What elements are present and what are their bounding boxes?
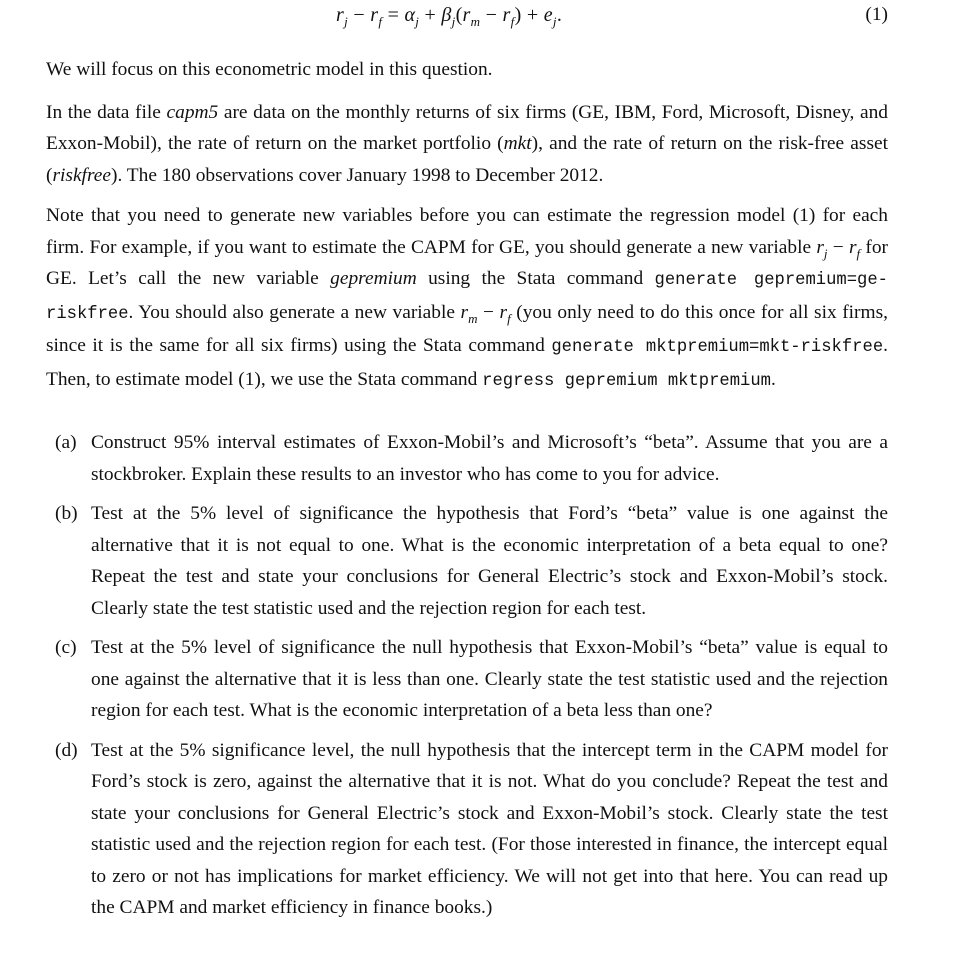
stata-command-generate-mktpremium: generate mktpremium=mkt-riskfree xyxy=(551,338,884,357)
capm-equation-row xyxy=(46,0,888,34)
part-label: (c) xyxy=(55,637,77,658)
question-part-d xyxy=(46,735,888,924)
question-parts-list xyxy=(46,427,888,924)
stata-command-regress: regress gepremium mktpremium xyxy=(482,371,771,391)
question-part-b xyxy=(46,498,888,624)
part-text: Test at the 5% significance level, the null hypothesis that the intercept term in the CAPM model for Ford’s stock is zero, against the alternative that it is not. What do you conclude? Repeat the test and state your conclusions for General Electric’s stock and Exxon-Mobil’s stock. Clearly state the test statistic used and the rejection region for each test. (For those interested in finance, the intercept equal to zero or not has implications for market efficiency. We will not get into that here. You can read up the CAPM and market efficiency in finance books.) xyxy=(91,739,888,918)
note-paragraph: Note that you need to generate new variables before you can estimate the regression model (1) for each firm. For example, if you want to estimate the CAPM for GE, you should generate a new variable $r_j - r_f$ for GE. Let’s call the new variable gepremium using the Stata command generate gepremium=ge-riskfree. You should also generate a new variable $r_m - r_f$ (you only need to do this once for all six firms, since it is the same for all six firms) using the Stata command generate mktpremium=mkt-riskfree. Then, to estimate model (1), we use the Stata command regress gepremium mktpremium. xyxy=(46,205,889,391)
question-part-a xyxy=(46,427,888,490)
data-file-name: capm5 xyxy=(166,101,219,123)
variable-name: gepremium xyxy=(330,268,417,289)
document-page xyxy=(46,0,888,932)
part-text: Construct 95% interval estimates of Exxon-Mobil’s and Microsoft’s “beta”. Assume that you are a stockbroker. Explain these results to an investor who has come to you for advice. xyxy=(91,432,888,485)
part-label: (b) xyxy=(55,503,78,524)
intro-paragraph: We will focus on this econometric model in this question. xyxy=(46,59,493,80)
part-text: Test at the 5% level of significance the hypothesis that Ford’s “beta” value is one against the alternative that it is not equal to one. What is the economic interpretation of a beta equal to one? Repeat the test and state your conclusions for General Electric’s stock and Exxon-Mobil’s stock. Clearly state the test statistic used and the rejection region for each test. xyxy=(91,503,888,619)
capm-equation: $r_j - r_f = \alpha_j + \beta_j(r_m - r_f) + e_j$. xyxy=(336,4,563,29)
question-part-c xyxy=(46,632,888,727)
part-label: (d) xyxy=(55,739,78,761)
part-text: Test at the 5% level of significance the null hypothesis that Exxon-Mobil’s “beta” value is equal to one against the alternative that it is less than one. Clearly state the test statistic used and the rejection region for each test. What is the economic interpretation of a beta less than one? xyxy=(91,637,888,721)
part-label: (a) xyxy=(55,432,77,453)
market-premium-expression: $r_m - r_f$ xyxy=(460,301,511,326)
data-paragraph: In the data file capm5 are data on the monthly returns of six firms (GE, IBM, Ford, Microsoft, Disney, and Exxon-Mobil), the rate of return on the market portfolio (mkt), and the rate of return on the risk-free asset (riskfree). The 180 observations cover January 1998 to December 2012. xyxy=(46,101,888,186)
equation-number: (1) xyxy=(865,4,888,25)
firm-premium-expression: $r_j - r_f$ xyxy=(816,236,861,261)
stata-command-generate-gepremium: generate gepremium=ge-riskfree xyxy=(46,271,888,324)
